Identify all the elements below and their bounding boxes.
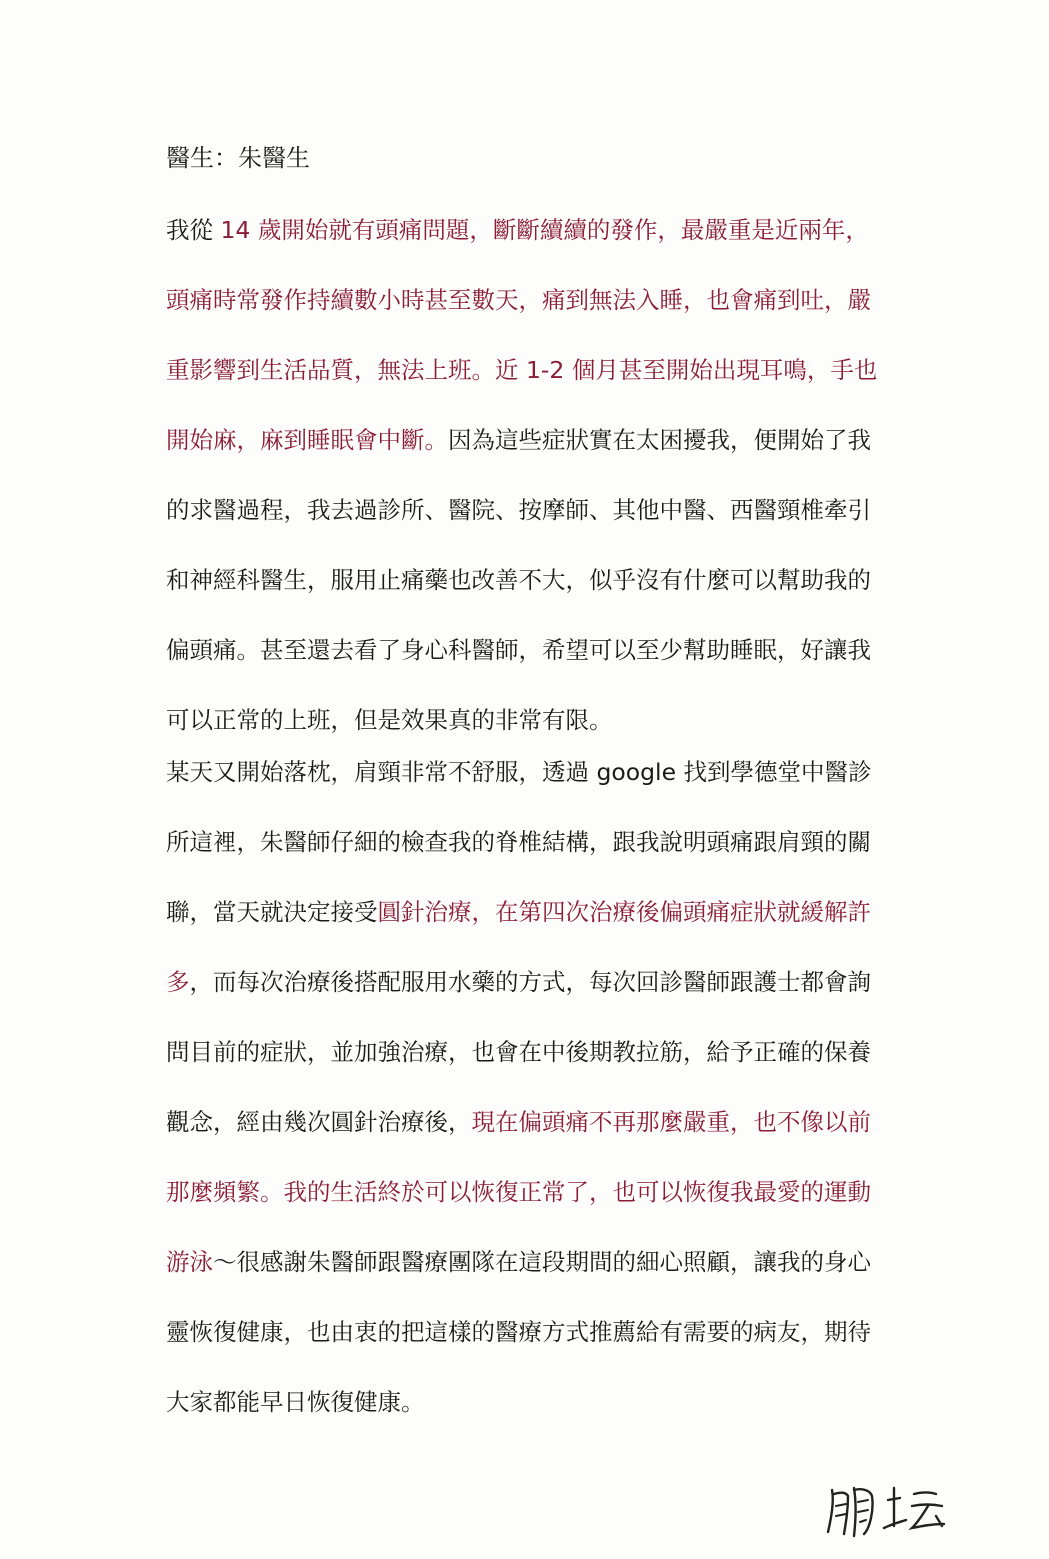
text-line [166,822,906,892]
body-text: 聯，當天就決定接受 [166,898,378,926]
body-text: 問目前的症狀，並加強治療，也會在中後期教拉筋，給予正確的保養 [166,1038,871,1066]
text-line [166,630,906,700]
text-line [166,1382,906,1452]
text-line [166,490,906,560]
body-text: 可以正常的上班，但是效果真的非常有限。 [166,706,613,734]
text-line [166,1242,906,1312]
text-line [166,1312,906,1382]
salutation: 醫生：朱醫生 [166,144,310,172]
text-line [166,560,906,630]
text-line [166,1172,906,1242]
highlighted-text: 那麼頻繁。我的生活終於可以恢復正常了，也可以恢復我最愛的運動 [166,1178,871,1206]
text-line [166,1102,906,1172]
highlighted-text: 開始麻，麻到睡眠會中斷。 [166,426,448,454]
highlighted-text: 多 [166,968,190,996]
body-text: 靈恢復健康，也由衷的把這樣的醫療方式推薦給有需要的病友，期待 [166,1318,871,1346]
body-text: ，而每次治療後搭配服用水藥的方式，每次回診醫師跟護士都會詢 [189,968,871,996]
body-text: 觀念，經由幾次圓針治療後， [166,1108,472,1136]
text-line [166,892,906,962]
text-line [166,280,906,350]
body-text: 所這裡，朱醫師仔細的檢查我的脊椎結構，跟我說明頭痛跟肩頸的關 [166,828,871,856]
highlighted-text: 圓針治療，在第四次治療後偏頭痛症狀就緩解許 [377,898,871,926]
body-text: 因為這些症狀實在太困擾我，便開始了我 [448,426,871,454]
text-line [166,420,906,490]
paragraph-1 [166,210,906,770]
body-text: ～很感謝朱醫師跟醫療團隊在這段期間的細心照顧，讓我的身心 [213,1248,871,1276]
text-line [166,350,906,420]
body-text: 我從 [166,216,221,244]
highlighted-text: 頭痛時常發作持續數小時甚至數天，痛到無法入睡，也會痛到吐，嚴 [166,286,871,314]
body-text: 大家都能早日恢復健康。 [166,1388,425,1416]
text-line [166,752,906,822]
highlighted-text: 14 歲開始就有頭痛問題，斷斷續續的發作，最嚴重是近兩年， [220,216,869,244]
body-text: 偏頭痛。甚至還去看了身心科醫師，希望可以至少幫助睡眠，好讓我 [166,636,871,664]
body-text: 和神經科醫生，服用止痛藥也改善不大，似乎沒有什麼可以幫助我的 [166,566,871,594]
highlighted-text: 游泳 [166,1248,213,1276]
text-line [166,210,906,280]
highlighted-text: 現在偏頭痛不再那麼嚴重，也不像以前 [471,1108,871,1136]
signature-icon [818,1470,968,1550]
paragraph-2 [166,752,906,1452]
text-line [166,962,906,1032]
highlighted-text: 重影響到生活品質，無法上班。近 1-2 個月甚至開始出現耳鳴，手也 [166,356,878,384]
body-text: 的求醫過程，我去過診所、醫院、按摩師、其他中醫、西醫頸椎牽引 [166,496,871,524]
text-line [166,1032,906,1102]
body-text: 某天又開始落枕，肩頸非常不舒服，透過 google 找到學德堂中醫診 [166,758,872,786]
